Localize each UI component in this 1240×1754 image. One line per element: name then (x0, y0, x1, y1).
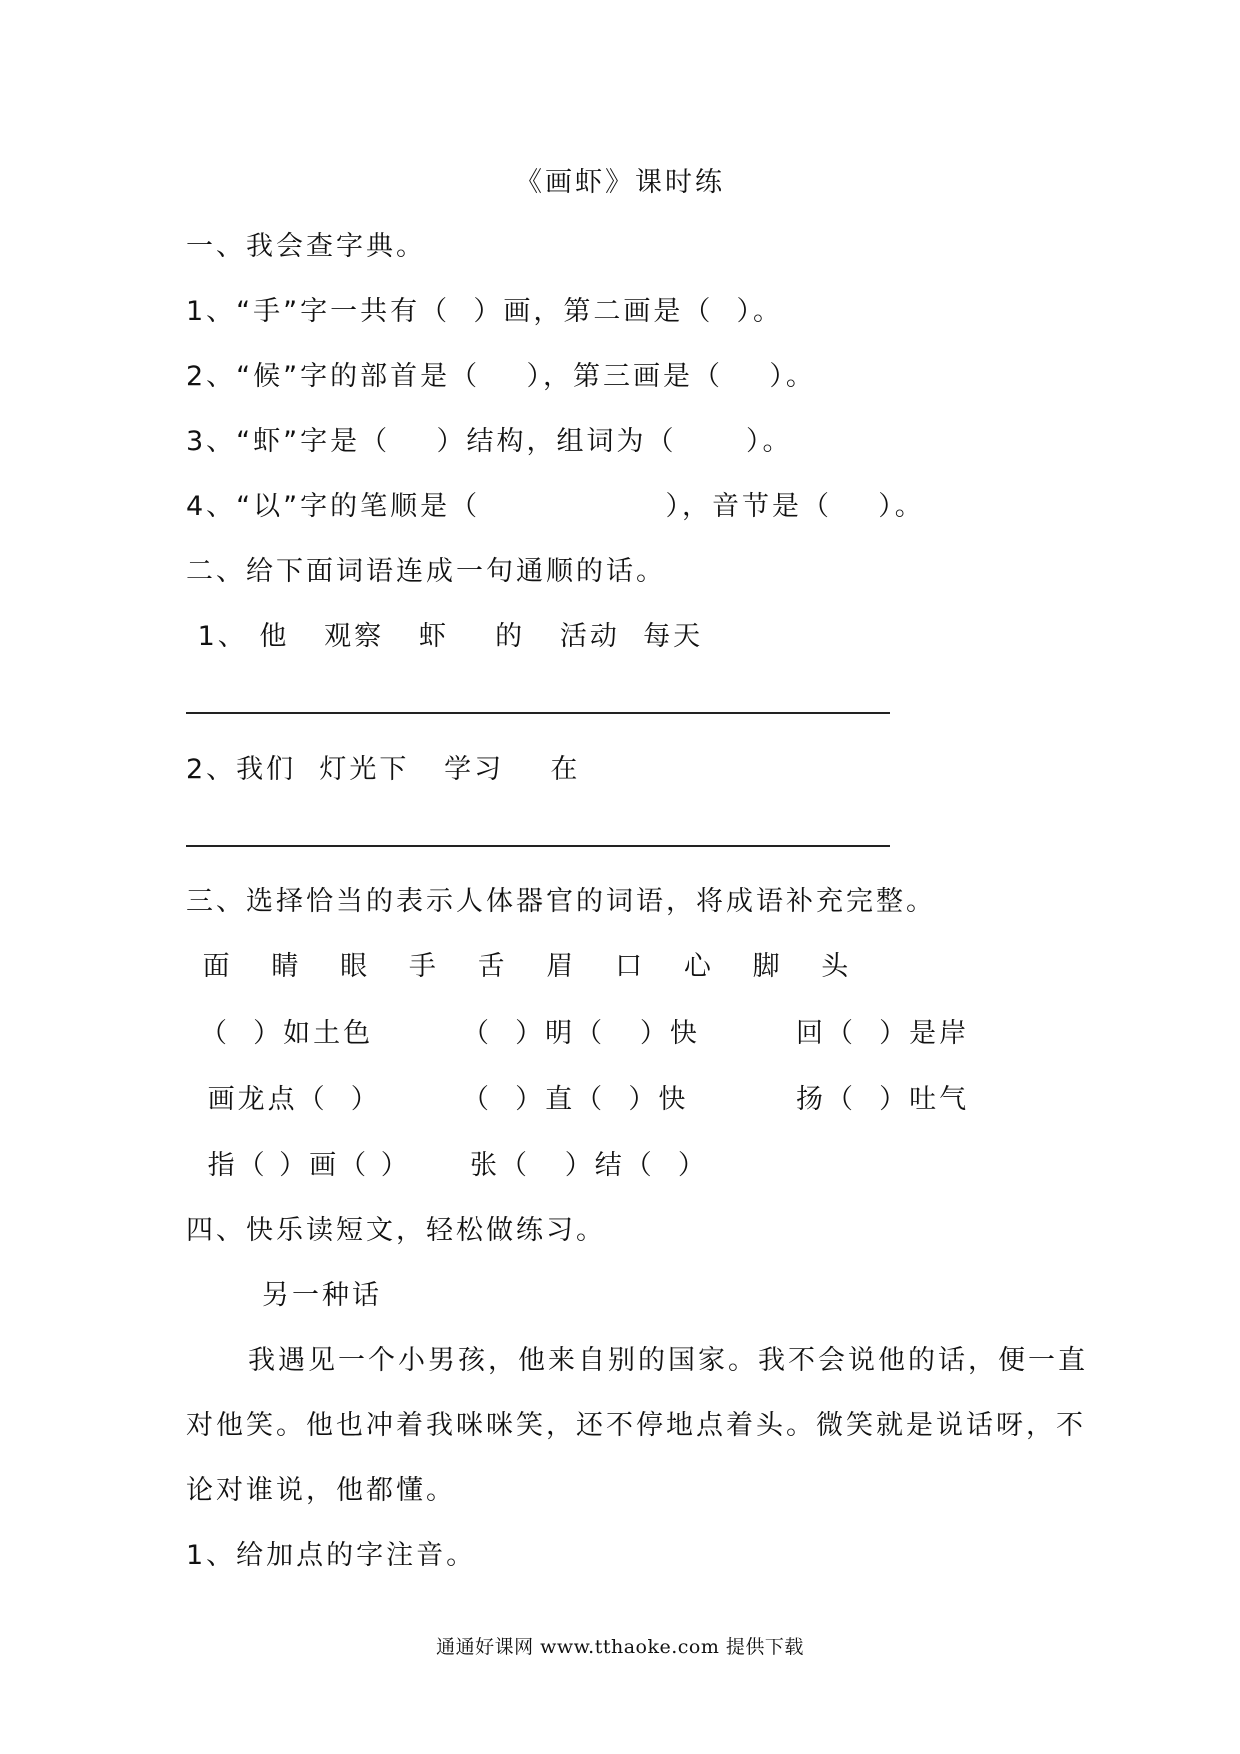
idiom-2: （ ）明（ ）快 (462, 1018, 700, 1049)
idiom-7: 指（ ）画（ ） (196, 1150, 411, 1181)
idiom-5: （ ）直（ ）快 (462, 1084, 689, 1115)
section1-question-4: 4、“以”字的笔顺是（ ），音节是（ ）。 (186, 491, 925, 522)
section1-heading: 一、我会查字典。 (186, 231, 426, 262)
passage-line-3: 论对谁说，他都懂。 (186, 1475, 456, 1506)
section1-question-2: 2、“候”字的部首是（ ），第三画是（ ）。 (186, 361, 816, 392)
idiom-6: 扬（ ）吐气 (796, 1084, 970, 1115)
idiom-4: 画龙点（ ） (196, 1084, 381, 1115)
answer-line-2 (186, 845, 890, 847)
section1-question-3: 3、“虾”字是（ ）结构，组词为（ ）。 (186, 426, 793, 457)
passage-line-1: 我遇见一个小男孩，他来自别的国家。我不会说他的话，便一直 (248, 1345, 1088, 1376)
section2-sentence-1: 1、 他 观察 虾 的 活动 每天 (186, 621, 704, 652)
section1-question-1: 1、“手”字一共有（ ）画，第二画是（ ）。 (186, 296, 783, 327)
answer-line-1 (186, 712, 890, 714)
page-title: 《画虾》课时练 (515, 167, 725, 198)
section4-heading: 四、快乐读短文，轻松做练习。 (186, 1215, 606, 1246)
idiom-1: （ ）如土色 (200, 1018, 374, 1049)
passage-line-2: 对他笑。他也冲着我咪咪笑，还不停地点着头。微笑就是说话呀，不 (186, 1410, 1086, 1441)
section2-heading: 二、给下面词语连成一句通顺的话。 (186, 556, 666, 587)
footer-source: 通通好课网 www.tthaoke.com 提供下载 (436, 1636, 804, 1658)
section4-question-1: 1、给加点的字注音。 (186, 1540, 477, 1571)
section3-heading: 三、选择恰当的表示人体器官的词语，将成语补充完整。 (186, 886, 936, 917)
section2-sentence-2: 2、我们 灯光下 学习 在 (186, 754, 581, 785)
organ-word-bank: 面 睛 眼 手 舌 眉 口 心 脚 头 (190, 951, 853, 982)
passage-title: 另一种话 (262, 1280, 382, 1311)
idiom-8: 张（ ）结（ ） (470, 1150, 708, 1181)
idiom-3: 回（ ）是岸 (796, 1018, 970, 1049)
